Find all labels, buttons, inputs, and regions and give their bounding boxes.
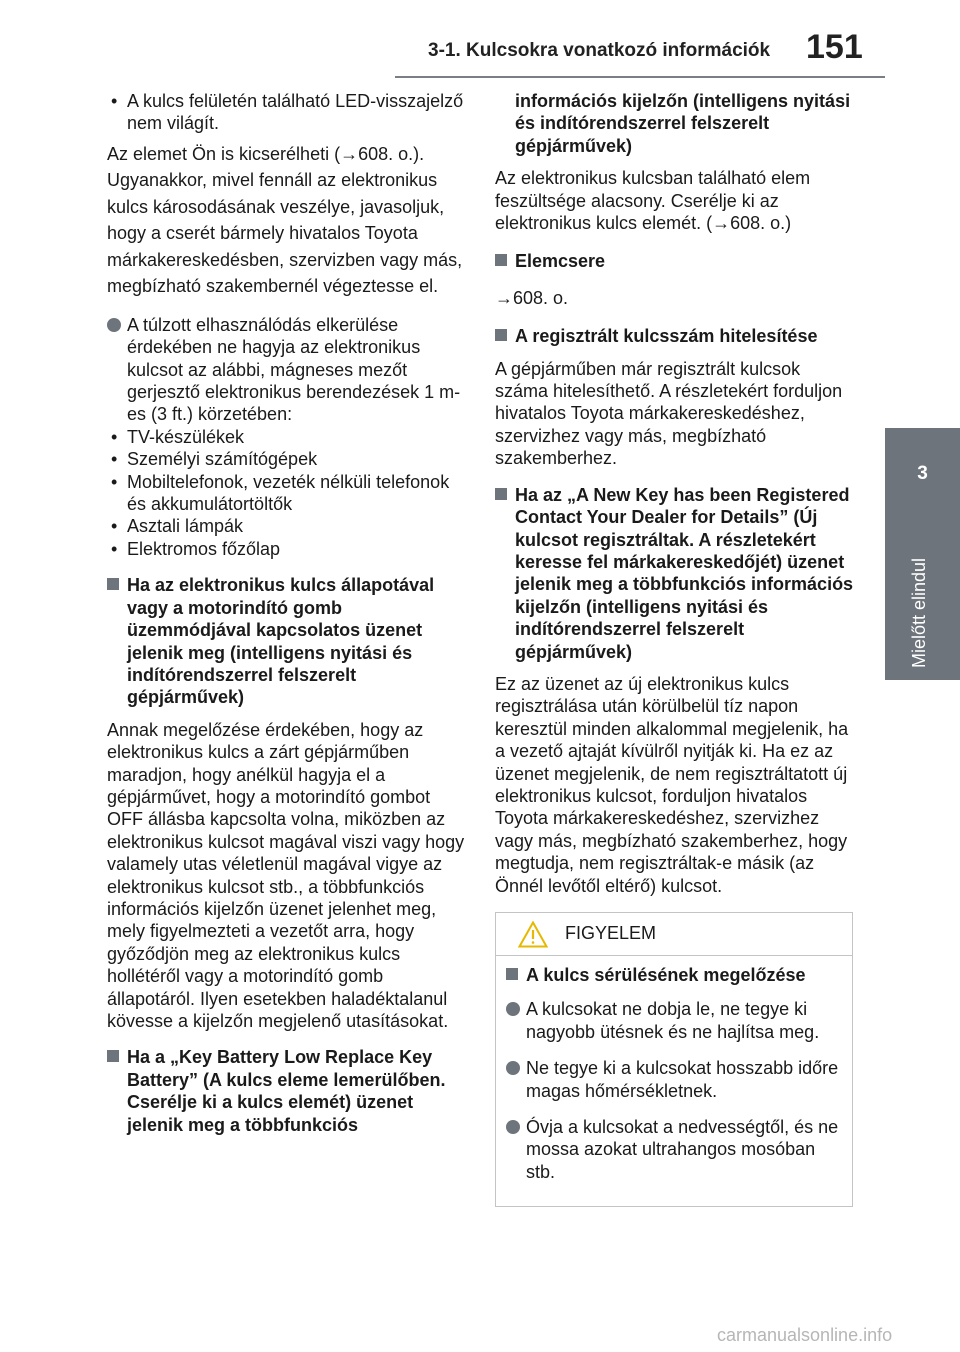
bullet-dot: • [111,426,118,447]
list-item [107,471,467,516]
bullet-dot: • [111,91,118,111]
square-bullet-icon [495,488,507,500]
led-bullet [107,90,467,135]
square-bullet-icon [495,329,507,341]
watermark: carmanualsonline.info [717,1325,893,1345]
right-column [495,90,855,897]
circle-bullet-icon [506,1120,520,1134]
warning-header [496,913,852,956]
left-column [107,90,467,1136]
warning-title: FIGYELEM [565,923,657,943]
circle-bullet-icon [506,1061,520,1075]
chapter-number: 3 [917,463,928,484]
bullet-dot: • [111,471,118,492]
warning-item-text: Óvja a kulcsokat a nedvességtől, és ne mossa azokat ultrahangos mosóban stb. [526,1117,839,1182]
key-battery-heading-cont: információs kijelzőn (intelligens nyitási és indítórendszerrel felszerelt gépjárművek) [515,91,851,156]
list-item-text: Mobiltelefonok, vezeték nélküli telefonok és akkumulátortöltők [127,471,450,515]
list-item [107,538,467,560]
warning-item-text: A kulcsokat ne dobja le, ne tegye ki nagyobb ütésnek és ne hajlítsa meg. [526,999,820,1042]
square-bullet-icon [107,578,119,590]
bullet-dot: • [111,538,118,559]
warning-box [495,912,853,1207]
battery-change-body: →608. o. [495,287,569,308]
new-key-heading [495,484,855,663]
new-key-body: Ez az üzenet az új elektronikus kulcs regisztrálása után körülbelül tíz napon keresztül minden alkalommal megjelenik, ha a vezető ajtaját kívülről nyitják ki. Ha ez az üzenet megjelenik, de nem regisztráltatott új elektronikus kulcsot, forduljon hivatalos Toyota márkakereskedéshez, szervizhez vagy más, megbízható szakemberhez, hogy megtudja, nem regisztráltak-e másik (az Önnél levőtől eltérő) kulcsot. [495,673,849,896]
key-status-heading [107,574,467,708]
bullet-dot: • [111,449,118,470]
warning-item-text: Ne tegye ki a kulcsokat hosszabb időre magas hőmérsékletnek. [526,1058,839,1101]
bullet-dot: • [111,516,118,537]
list-item-text: TV-készülékek [127,426,245,447]
warning-triangle-icon [518,921,548,948]
key-status-body: Annak megelőzése érdekében, hogy az elektronikus kulcs a zárt gépjárműben maradjon, hogy anélkül hagyja el a gépjárművet, hogy a motorindító gombot OFF állásba kapcsolta volna, miközben az elektronikus kulcsot magával viszi vagy hogy valamely utas véletlenül magával vigye az elektronikus kulcsot stb., a többfunkciós információs kijelzőn üzenet jelenhet meg, mely figyelmezteti a vezetőt arra, hogy győződjön meg az elektronikus kulcs hollétéről vagy a motorindító gomb állapotáról. Ilyen esetekben haladéktalanul kövesse a kijelzőn megjelenő utasításokat. [107,719,465,1031]
list-item [107,515,467,537]
key-battery-heading-text: Ha a „Key Battery Low Replace Key Battery” (A kulcs eleme lemerülőben. Cserélje ki a kulcs elemét) üzenet jelenik meg a többfunkciós [127,1047,446,1135]
device-list [107,426,467,560]
circle-bullet-icon [107,318,121,332]
list-item [107,448,467,470]
key-count-body: A gépjárműben már regisztrált kulcsok száma hitelesíthető. A részletekért forduljon hivatalos Toyota márkakereskedéshez, szervizhez vagy más, megbízható szakemberhez. [495,358,843,469]
warning-item [506,998,840,1043]
list-item-text: Elektromos főzőlap [127,538,281,559]
battery-change-heading-text: Elemcsere [515,251,606,272]
damage-prevention-heading-text: A kulcs sérülésének megelőzése [526,965,806,985]
led-bullet-text: A kulcs felületén található LED-visszajelző nem világít. [127,91,464,134]
list-item-text: Személyi számítógépek [127,449,318,470]
list-item [107,426,467,448]
warning-item [506,1057,840,1102]
section-title: 3-1. Kulcsokra vonatkozó információk [428,40,771,61]
battery-change-heading [495,250,855,272]
key-count-heading [495,325,855,347]
key-status-heading-text: Ha az elektronikus kulcs állapotával vagy a motorindító gomb üzemmódjával kapcsolatos üzenet jelenik meg (intelligens nyitási és indítórendszerrel felszerelt gépjárművek) [127,575,435,708]
square-bullet-icon [495,254,507,266]
warning-item [506,1116,840,1183]
damage-prevention-heading [506,964,840,986]
key-battery-body: Az elektronikus kulcsban található elem feszültsége alacsony. Cserélje ki az elektronikus kulcs elemét. (→608. o.) [495,168,811,234]
key-battery-heading [107,1046,467,1136]
chapter-side-tab [885,428,960,680]
battery-replacement-text: Az elemet Ön is kicserélheti (→608. o.). Ugyanakkor, mivel fennáll az elektronikus kulcs károsodásának veszélye, javasoljuk, hogy a cserét bármely hivatalos Toyota márkakereskedésben, szervizben vagy más, megbízható szakembernél végeztesse el. [107,143,463,297]
new-key-heading-text: Ha az „A New Key has been Registered Contact Your Dealer for Details” (Új kulcsot regisztráltak. A részletekért keresse fel márkakereskedőjét) üzenet jelenik meg a többfunkciós információs kijelzőn (intelligens nyitási és indítórendszerrel felszerelt gépjárművek) [515,484,854,662]
magnetic-field-text: A túlzott elhasználódás elkerülése érdekében ne hagyja az elektronikus kulcsot az alábbi, mágneses mezőt gerjesztő elektronikus berendezések 1 m-es (3 ft.) körzetében: [127,314,461,425]
header-divider [395,76,885,78]
key-count-heading-text: A regisztrált kulcsszám hitelesítése [515,326,818,347]
square-bullet-icon [506,968,518,980]
page-number: 151 [806,28,863,66]
chapter-label: Mielőtt elindul [909,557,929,668]
magnetic-field-note [107,314,467,426]
square-bullet-icon [107,1050,119,1062]
circle-bullet-icon [506,1002,520,1016]
warning-body [496,956,852,1183]
list-item-text: Asztali lámpák [127,516,244,537]
